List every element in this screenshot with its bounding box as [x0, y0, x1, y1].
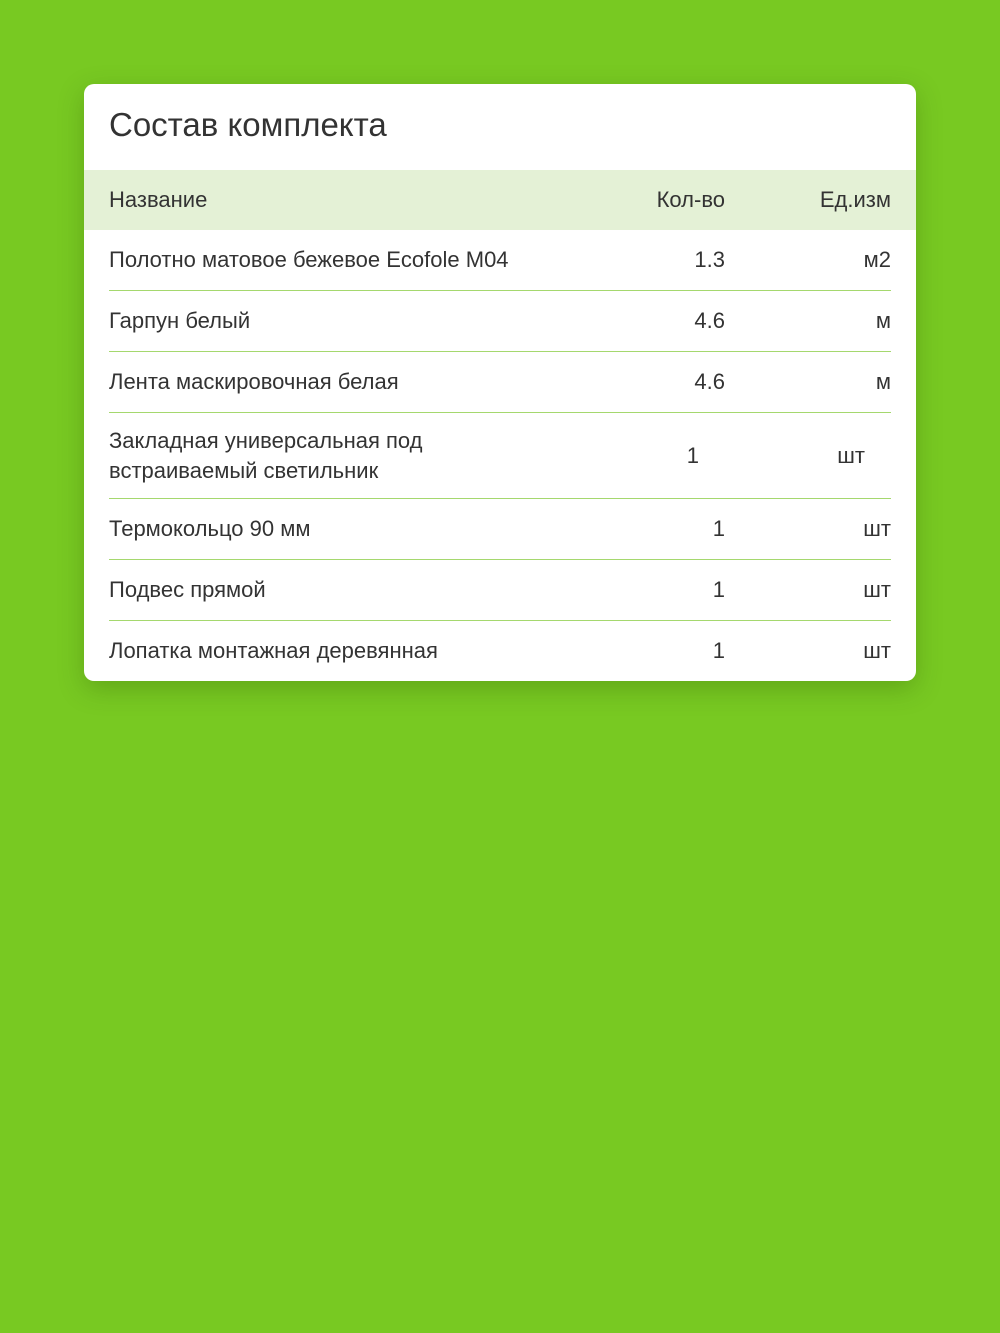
row-qty: 4.6 [694, 369, 725, 394]
table-row [109, 412, 891, 498]
kit-contents-card [84, 84, 916, 681]
row-name: Подвес прямой [109, 577, 266, 602]
row-qty: 1 [712, 638, 725, 663]
row-qty: 1 [686, 442, 699, 468]
row-unit: м [875, 369, 891, 394]
row-unit: шт [863, 516, 891, 541]
row-unit: шт [837, 442, 865, 468]
row-qty: 1 [712, 577, 725, 602]
card-title: Состав комплекта [109, 106, 387, 143]
row-qty: 1.3 [694, 247, 725, 272]
table-row [109, 290, 891, 351]
row-name: Термокольцо 90 мм [109, 516, 311, 541]
row-name: Полотно матовое бежевое Ecofole M04 [109, 247, 509, 272]
table-row [109, 498, 891, 559]
row-unit: м2 [863, 247, 891, 272]
row-unit: шт [863, 577, 891, 602]
table-row [109, 230, 891, 290]
row-unit: шт [863, 638, 891, 663]
header-name: Название [109, 187, 208, 212]
row-name: Лента маскировочная белая [109, 369, 399, 394]
row-name: Гарпун белый [109, 308, 251, 333]
header-unit: Ед.изм [819, 187, 891, 212]
table-row [109, 620, 891, 681]
row-qty: 1 [712, 516, 725, 541]
row-name: Закладная универсальная под встраиваемый светильник [109, 427, 423, 483]
row-name: Лопатка монтажная деревянная [109, 638, 438, 663]
row-unit: м [875, 308, 891, 333]
header-qty: Кол-во [656, 187, 725, 212]
row-qty: 4.6 [694, 308, 725, 333]
table-body [84, 230, 916, 681]
table-row [109, 351, 891, 412]
table-row [109, 559, 891, 620]
table-header-row [84, 170, 916, 230]
